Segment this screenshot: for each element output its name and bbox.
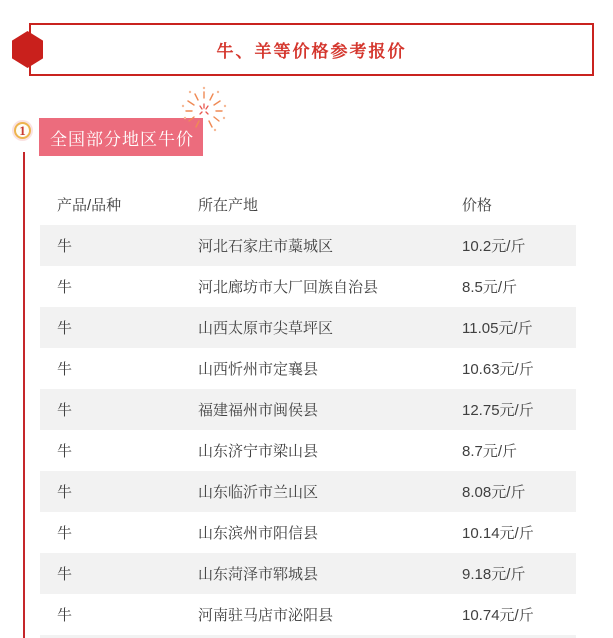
page-title: 牛、羊等价格参考报价	[216, 42, 407, 61]
column-header-product: 产品/品种	[57, 197, 122, 214]
table-row	[40, 512, 576, 553]
table-body	[40, 225, 576, 638]
price-cell: 11.05元/斤	[462, 320, 533, 337]
origin-cell: 山东菏泽市郓城县	[198, 566, 319, 583]
table-row	[40, 266, 576, 307]
firework-icon	[179, 85, 229, 135]
origin-cell: 山西太原市尖草坪区	[198, 320, 334, 337]
product-cell: 牛	[57, 361, 73, 378]
origin-cell: 河南驻马店市泌阳县	[198, 607, 334, 624]
section-number: 1	[19, 123, 26, 138]
price-cell: 8.08元/斤	[462, 484, 526, 501]
column-header-origin: 所在产地	[198, 197, 259, 214]
product-cell: 牛	[57, 238, 73, 255]
table-row	[40, 225, 576, 266]
product-cell: 牛	[57, 525, 73, 542]
price-cell: 8.5元/斤	[462, 279, 518, 296]
product-cell: 牛	[57, 402, 73, 419]
price-cell: 12.75元/斤	[462, 402, 534, 419]
origin-cell: 福建福州市闽侯县	[198, 402, 319, 419]
table-row	[40, 348, 576, 389]
product-cell: 牛	[57, 484, 73, 501]
origin-cell: 山东滨州市阳信县	[198, 525, 319, 542]
column-header-price: 价格	[462, 197, 493, 214]
price-cell: 10.63元/斤	[462, 361, 534, 378]
cattle-price-table	[40, 184, 576, 638]
table-row	[40, 307, 576, 348]
origin-cell: 山东济宁市梁山县	[198, 443, 319, 460]
table-row	[40, 594, 576, 635]
section-left-rule	[23, 152, 25, 638]
product-cell: 牛	[57, 320, 73, 337]
price-cell: 9.18元/斤	[462, 566, 526, 583]
table-row	[40, 389, 576, 430]
price-cell: 10.2元/斤	[462, 238, 526, 255]
product-cell: 牛	[57, 607, 73, 624]
product-cell: 牛	[57, 566, 73, 583]
table-row	[40, 553, 576, 594]
section-label-text: 全国部分地区牛价	[50, 129, 194, 149]
table-header-row	[40, 184, 576, 225]
product-cell: 牛	[57, 279, 73, 296]
price-cell: 8.7元/斤	[462, 443, 518, 460]
origin-cell: 山西忻州市定襄县	[198, 361, 319, 378]
origin-cell: 河北廊坊市大厂回族自治县	[198, 279, 379, 296]
table-row	[40, 430, 576, 471]
section-number-badge	[14, 122, 31, 139]
title-banner	[29, 23, 594, 76]
table-row	[40, 471, 576, 512]
price-cell: 10.74元/斤	[462, 607, 534, 624]
product-cell: 牛	[57, 443, 73, 460]
origin-cell: 河北石家庄市藁城区	[198, 238, 334, 255]
price-cell: 10.14元/斤	[462, 525, 534, 542]
origin-cell: 山东临沂市兰山区	[198, 484, 319, 501]
